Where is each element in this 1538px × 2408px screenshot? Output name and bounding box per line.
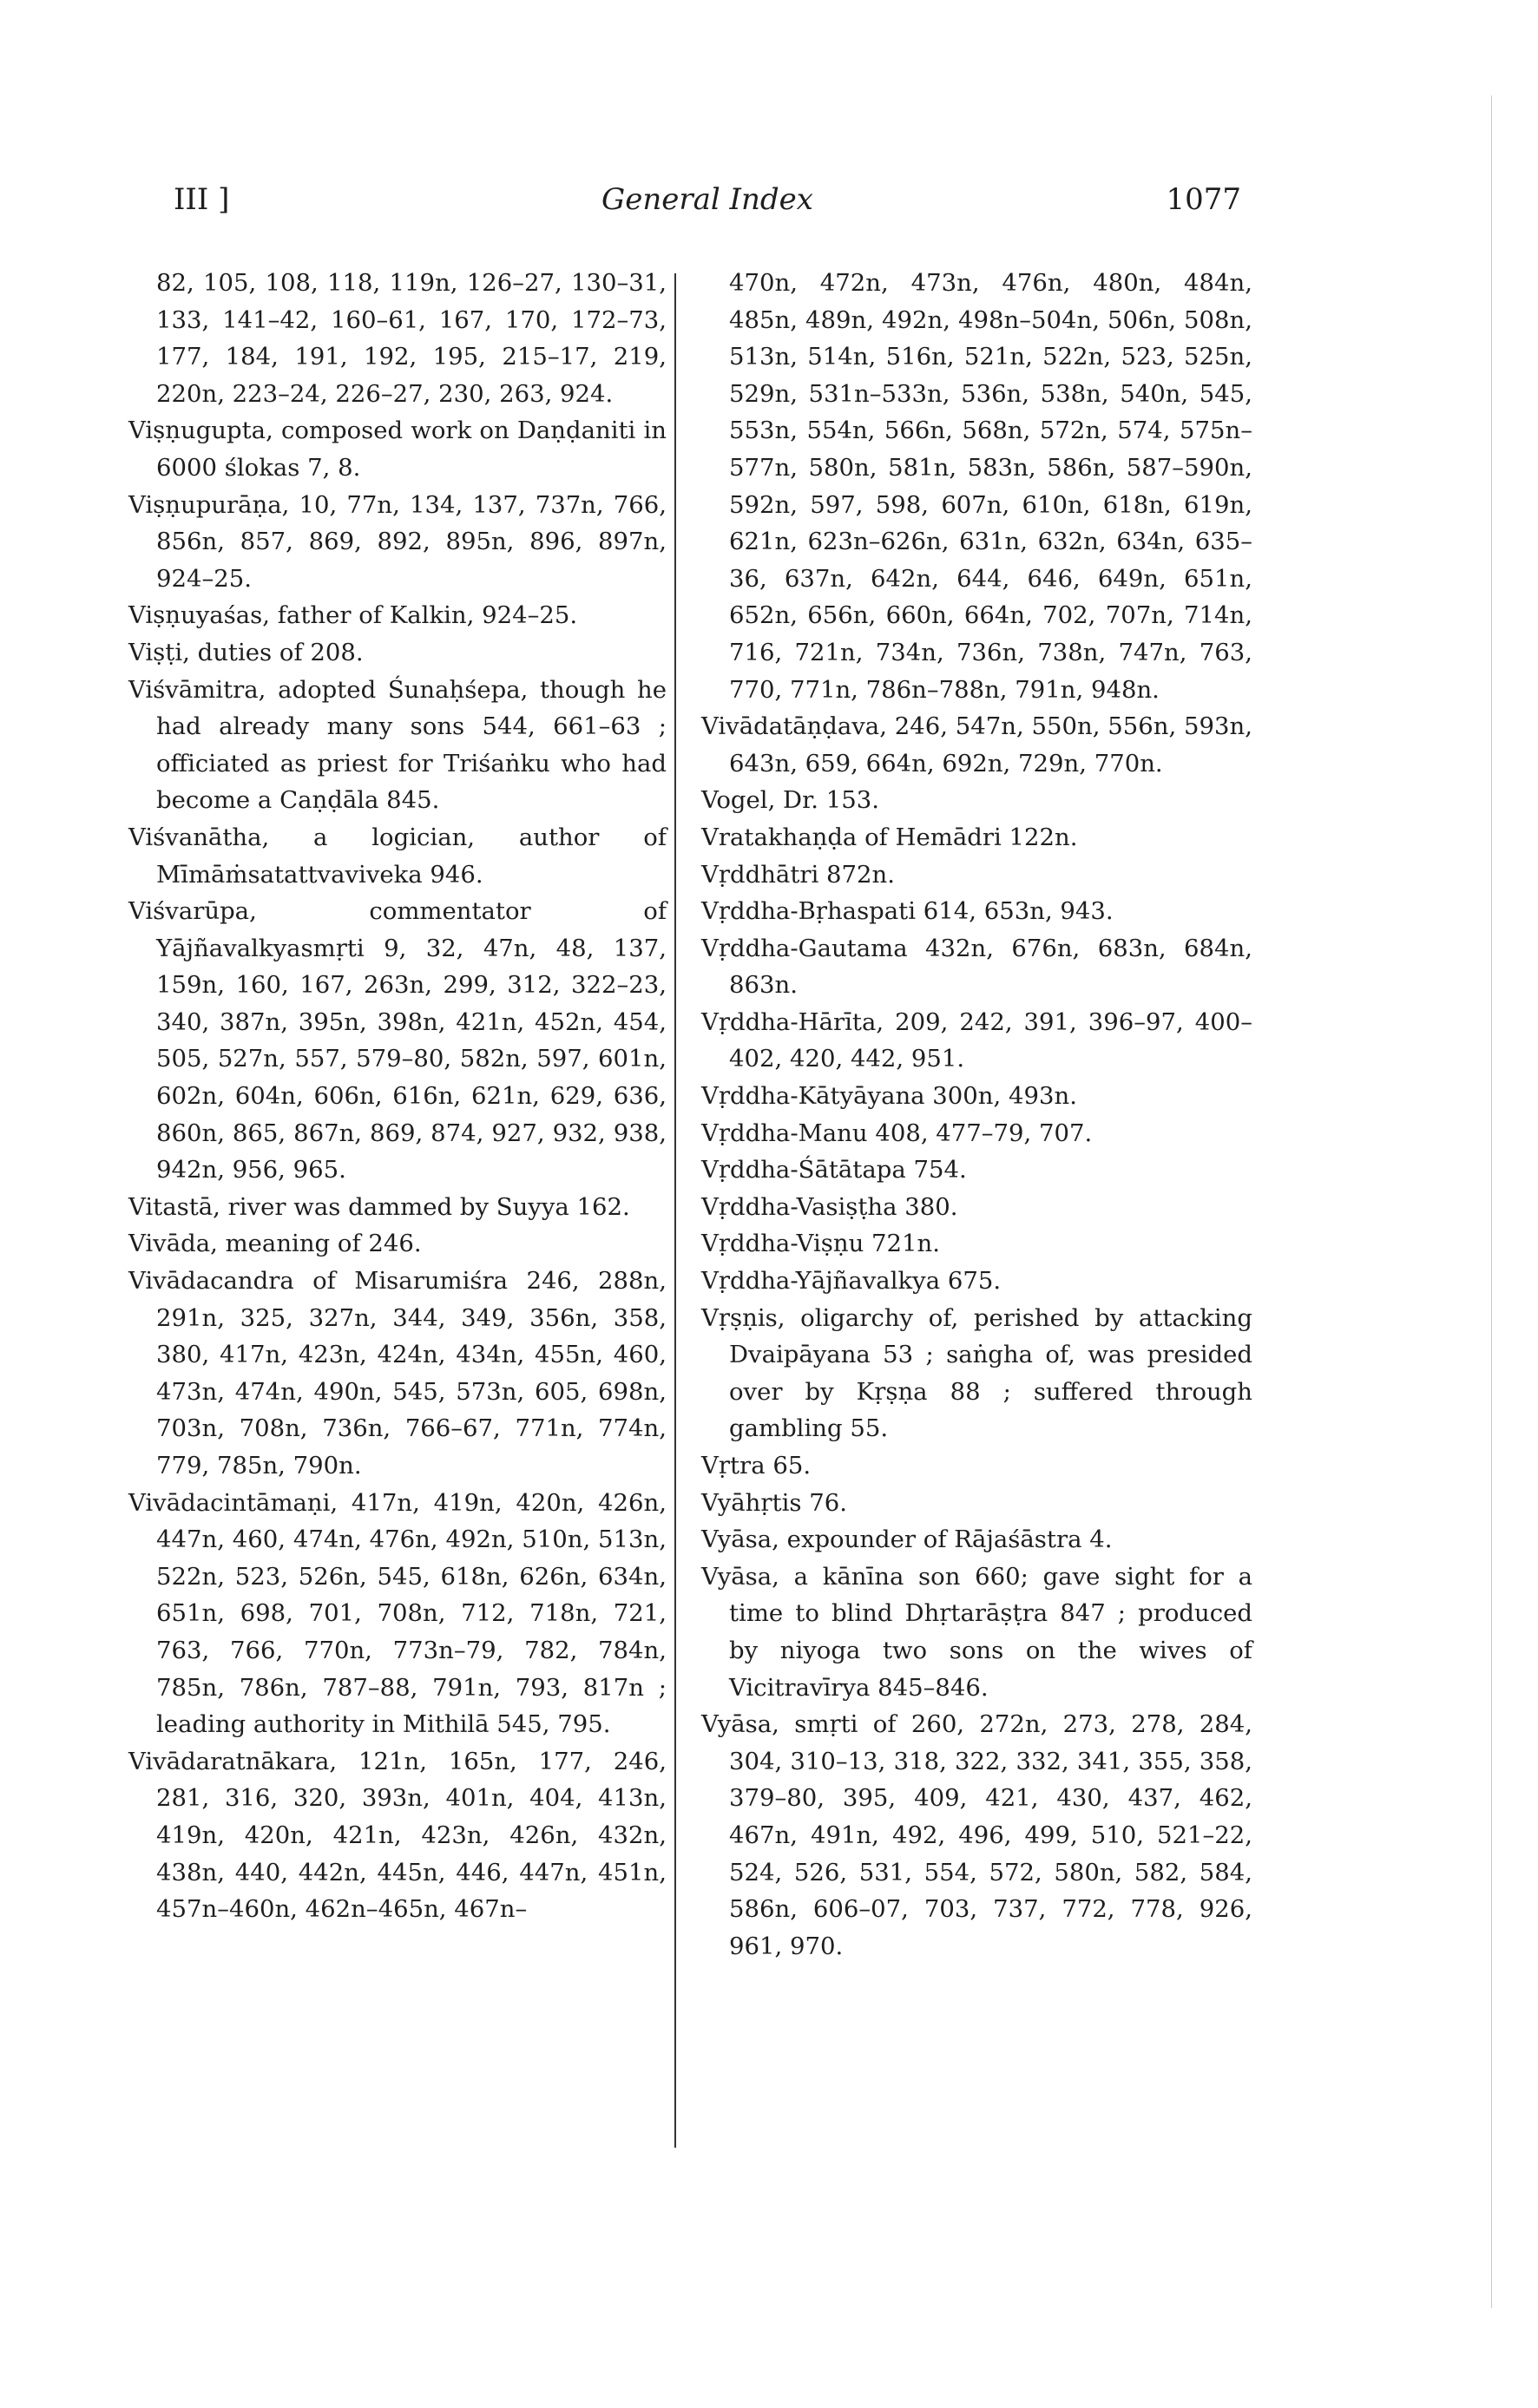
index-entry: Viṣṇugupta, composed work on Daṇḍaniti in 6000 ślokas 7, 8. (128, 417, 667, 482)
index-entry: Vṛddha-Śātātapa 754. (701, 1156, 967, 1184)
index-entry: Vṛddha-Viṣṇu 721n. (701, 1230, 940, 1258)
index-entry: Vṛddhātri 872n. (701, 860, 895, 889)
page-title: General Index (601, 182, 813, 217)
index-entry: Vyāhṛtis 76. (701, 1488, 847, 1517)
header-section-marker: III ] (174, 182, 230, 217)
index-entry: Viśvanātha, a logician, author of Mīmāṁsatattvaviveka 946. (128, 823, 667, 889)
index-entry: Vyāsa, a kānīna son 660; gave sight for a time to blind Dhṛtarāṣṭra 847 ; produced by niyoga two sons on the wives of Vicitravīrya 845–846. (701, 1562, 1252, 1702)
index-entry: Vivāda, meaning of 246. (128, 1230, 422, 1258)
index-entry: Viśvāmitra, adopted Śunaḥśepa, though he had already many sons 544, 661–63 ; officiated as priest for Triśaṅku who had become a Caṇḍāla 845. (128, 675, 667, 815)
page-number: 1077 (1166, 182, 1241, 217)
index-entry: Vogel, Dr. 153. (701, 786, 879, 815)
index-entry: Vṛddha-Vasiṣṭha 380. (701, 1192, 958, 1221)
index-entry: Vivādaratnākara, 121n, 165n, 177, 246, 281, 316, 320, 393n, 401n, 404, 413n, 419n, 420n, 421n, 423n, 426n, 432n, 438n, 440, 442n, 445n, 446, 447n, 451n, 457n–460n, 462n–465n, 467n– (128, 1747, 667, 1924)
index-entry: 470n, 472n, 473n, 476n, 480n, 484n, 485n, 489n, 492n, 498n–504n, 506n, 508n, 513n, 514n, 516n, 521n, 522n, 523, 525n, 529n, 531n–533n, 536n, 538n, 540n, 545, 553n, 554n, 566n, 568n, 572n, 574, 575n–577n, 580n, 581n, 583n, 586n, 587–590n, 592n, 597, 598, 607n, 610n, 618n, 619n, 621n, 623n–626n, 631n, 632n, 634n, 635–36, 637n, 642n, 644, 646, 649n, 651n, 652n, 656n, 660n, 664n, 702, 707n, 714n, 716, 721n, 734n, 736n, 738n, 747n, 763, 770, 771n, 786n–788n, 791n, 948n. (729, 269, 1252, 704)
index-entry: Vyāsa, expounder of Rājaśāstra 4. (701, 1526, 1113, 1554)
index-entry: Vratakhaṇḍa of Hemādri 122n. (701, 823, 1078, 851)
index-entry: Vivādacintāmaṇi, 417n, 419n, 420n, 426n, 447n, 460, 474n, 476n, 492n, 510n, 513n, 522n, 523, 526n, 545, 618n, 626n, 634n, 651n, 698, 701, 708n, 712, 718n, 721, 763, 766, 770n, 773n–79, 782, 784n, 785n, 786n, 787–88, 791n, 793, 817n ; leading authority in Mithilā 545, 795. (128, 1488, 667, 1739)
index-entry: Vṛddha-Kātyāyana 300n, 493n. (701, 1082, 1077, 1111)
index-column-left (128, 265, 667, 1928)
index-entry: Viṣṭi, duties of 208. (128, 638, 364, 666)
index-entry: Vṛddha-Manu 408, 477–79, 707. (701, 1119, 1093, 1147)
index-entry: Vyāsa, smṛti of 260, 272n, 273, 278, 284, 304, 310–13, 318, 322, 332, 341, 355, 358, 379–80, 395, 409, 421, 430, 437, 462, 467n, 491n, 492, 496, 499, 510, 521–22, 524, 526, 531, 554, 572, 580n, 582, 584, 586n, 606–07, 703, 737, 772, 778, 926, 961, 970. (701, 1710, 1252, 1960)
scan-edge-line (1491, 95, 1492, 2308)
page-header (174, 182, 1241, 234)
index-entry: Vitastā, river was dammed by Suyya 162. (128, 1192, 630, 1221)
index-entry: Viṣṇuyaśas, father of Kalkin, 924–25. (128, 601, 578, 630)
index-entry: Viśvarūpa, commentator of Yājñavalkyasmṛti 9, 32, 47n, 48, 137, 159n, 160, 167, 263n, 299, 312, 322–23, 340, 387n, 395n, 398n, 421n, 452n, 454, 505, 527n, 557, 579–80, 582n, 597, 601n, 602n, 604n, 606n, 616n, 621n, 629, 636, 860n, 865, 867n, 869, 874, 927, 932, 938, 942n, 956, 965. (128, 897, 667, 1184)
index-entry: Vṛtra 65. (701, 1452, 812, 1480)
column-divider (674, 273, 676, 2148)
index-entry: Vṛddha-Bṛhaspati 614, 653n, 943. (701, 897, 1114, 926)
index-entry: Vṛddha-Gautama 432n, 676n, 683n, 684n, 863n. (701, 934, 1252, 1000)
index-entry: Vṛddha-Hārīta, 209, 242, 391, 396–97, 400–402, 420, 442, 951. (701, 1007, 1252, 1073)
index-entry: 82, 105, 108, 118, 119n, 126–27, 130–31, 133, 141–42, 160–61, 167, 170, 172–73, 177, 184, 191, 192, 195, 215–17, 219, 220n, 223–24, 226–27, 230, 263, 924. (156, 269, 667, 408)
index-entry: Viṣṇupurāṇa, 10, 77n, 134, 137, 737n, 766, 856n, 857, 869, 892, 895n, 896, 897n, 924–25. (128, 490, 667, 593)
index-entry: Vṛddha-Yājñavalkya 675. (701, 1267, 1002, 1296)
index-entry: Vṛṣṇis, oligarchy of, perished by attacking Dvaipāyana 53 ; saṅgha of, was presided over by Kṛṣṇa 88 ; suffered through gambling 55. (701, 1303, 1252, 1443)
index-column-right (701, 265, 1252, 1965)
index-entry: Vivādatāṇḍava, 246, 547n, 550n, 556n, 593n, 643n, 659, 664n, 692n, 729n, 770n. (701, 712, 1252, 778)
index-entry: Vivādacandra of Misarumiśra 246, 288n, 291n, 325, 327n, 344, 349, 356n, 358, 380, 417n, 423n, 424n, 434n, 455n, 460, 473n, 474n, 490n, 545, 573n, 605, 698n, 703n, 708n, 736n, 766–67, 771n, 774n, 779, 785n, 790n. (128, 1267, 667, 1480)
